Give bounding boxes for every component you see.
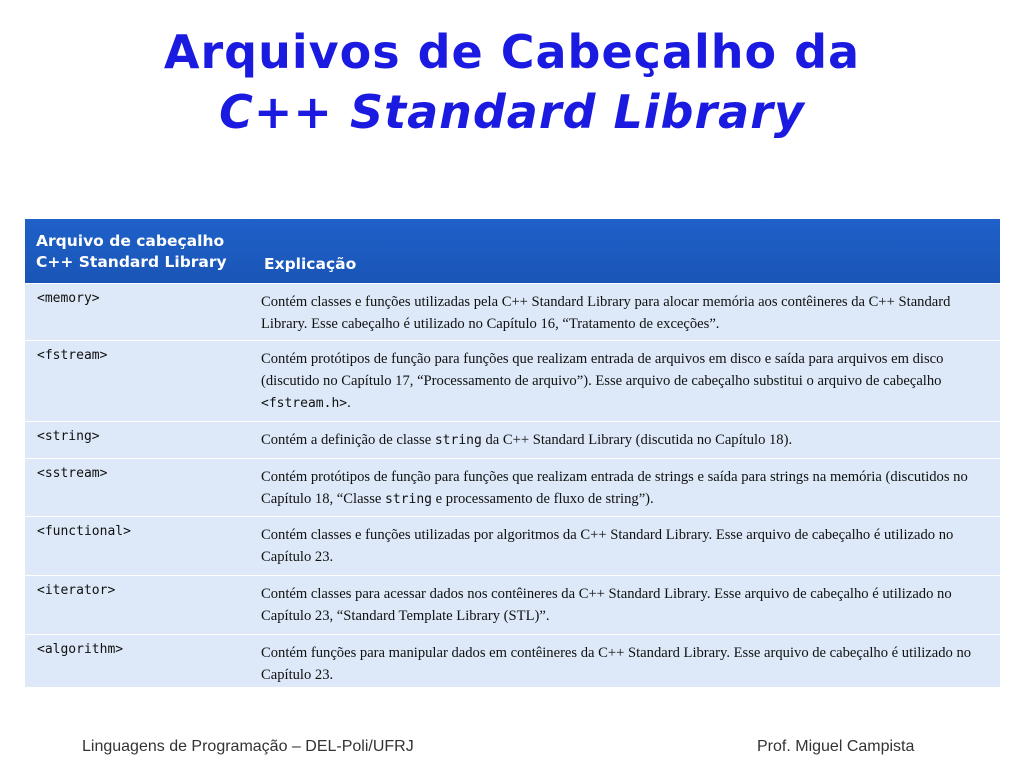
header-file-name: <iterator> [37,583,116,598]
header-file-name: <memory> [37,291,100,306]
header-file-explanation [261,583,996,627]
explanation-text: Contém protótipos de função para funções que realizam entrada de arquivos em disco e saída para arquivos em disco (discutido no Capítulo 17, “Processamento de arquivo”). Esse arquivo de cabeçalho substitui o arquivo de cabeçalho [261,351,944,389]
table-row [25,458,1000,516]
inline-code: string [434,433,482,448]
explanation-text: Contém protótipos de função para funções que realizam entrada de strings e saída para strings na memória (discutidos no Capítulo 18, “Classe [261,469,968,507]
header-file-name: <fstream> [37,348,108,363]
header-file-name: <string> [37,429,100,444]
explanation-text: Contém classes e funções utilizadas por algoritmos da C++ Standard Library. Esse arquivo de cabeçalho é utilizado no Capítulo 23. [261,527,954,565]
table-row [25,516,1000,575]
header-file-explanation [261,466,996,511]
header-file-name: <functional> [37,524,131,539]
explanation-text: . [347,395,351,411]
explanation-text: e processamento de fluxo de string”). [432,491,654,507]
header-file-explanation [261,642,996,686]
slide-title [0,22,1024,142]
inline-code: <fstream.h> [261,396,348,411]
inline-code: string [385,492,433,507]
table-body [25,283,1000,694]
slide-title-line-1: Arquivos de Cabeçalho da [163,25,861,79]
explanation-text: Contém funções para manipular dados em contêineres da C++ Standard Library. Esse arquivo de cabeçalho é utilizado no Capítulo 23. [261,645,972,683]
header-file-explanation [261,348,996,415]
explanation-text: Contém classes para acessar dados nos contêineres da C++ Standard Library. Esse arquivo de cabeçalho é utilizado no Capítulo 23, “Standard Template Library (STL)”. [261,586,952,624]
header-file-name: <sstream> [37,466,108,481]
slide-title-line-2: C++ Standard Library [219,85,805,139]
header-files-table [25,219,1000,689]
column-header-file-line-2: C++ Standard Library [36,253,227,271]
header-file-explanation [261,524,996,568]
header-file-explanation [261,291,996,335]
footer-course: Linguagens de Programação – DEL-Poli/UFRJ [82,738,414,755]
explanation-text: da C++ Standard Library (discutida no Capítulo 18). [481,432,793,448]
footer-author: Prof. Miguel Campista [757,738,915,755]
header-file-name: <algorithm> [37,642,124,657]
column-header-explanation: Explicação [264,255,357,273]
table-row [25,283,1000,340]
column-header-file-line-1: Arquivo de cabeçalho [36,232,225,250]
column-header-file [36,231,227,273]
table-header [25,219,1000,283]
table-row [25,421,1000,458]
table-row [25,340,1000,421]
table-row [25,634,1000,694]
header-file-explanation [261,429,996,452]
table-row [25,575,1000,634]
explanation-text: Contém classes e funções utilizadas pela C++ Standard Library para alocar memória aos contêineres da C++ Standard Library. Esse cabeçalho é utilizado no Capítulo 16, “Tratamento de exceções”. [261,294,951,332]
explanation-text: Contém a definição de classe [261,432,435,448]
